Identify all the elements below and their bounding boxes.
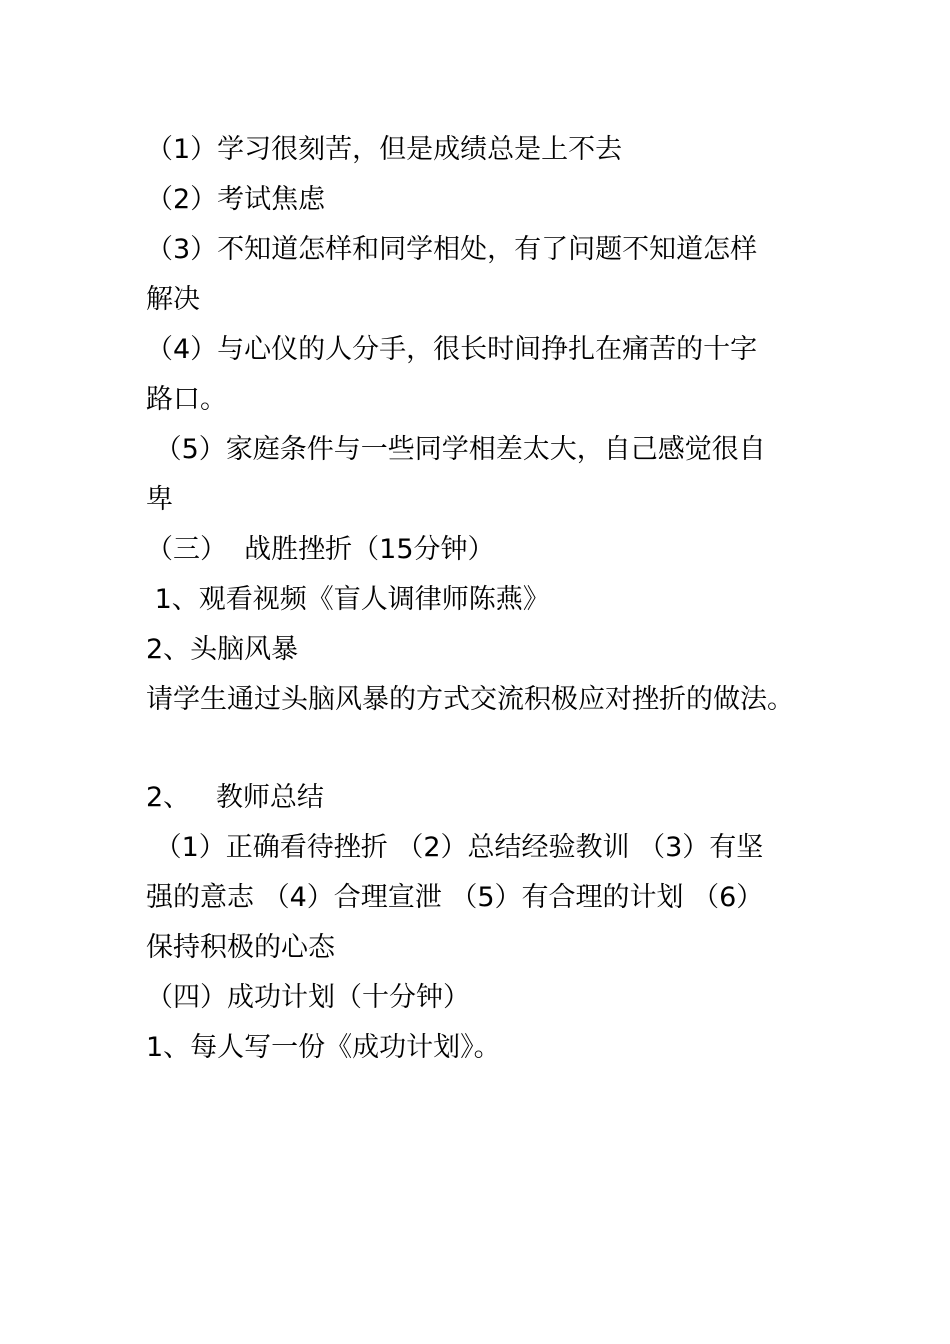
section-heading-3: （三） 战胜挫折（15分钟） (146, 534, 495, 565)
text-line-7: （5）家庭条件与一些同学相差太大，自己感觉很自 (146, 434, 766, 465)
text-line-16: 保持积极的心态 (146, 932, 335, 963)
text-line-8: 卑 (146, 484, 173, 515)
text-line-2: （2）考试焦虑 (146, 184, 326, 215)
text-line-11: 2、头脑风暴 (146, 634, 299, 665)
text-line-18: 1、每人写一份《成功计划》。 (146, 1032, 501, 1063)
text-line-4: 解决 (146, 284, 200, 315)
text-line-10: 1、观看视频《盲人调律师陈燕》 (146, 584, 550, 615)
text-line-1: （1）学习很刻苦，但是成绩总是上不去 (146, 134, 623, 165)
text-line-5: （4）与心仪的人分手，很长时间挣扎在痛苦的十字 (146, 334, 758, 365)
text-line-12: 请学生通过头脑风暴的方式交流积极应对挫折的做法。 (146, 684, 794, 715)
text-line-13: 2、 教师总结 (146, 782, 324, 813)
text-line-6: 路口。 (146, 384, 227, 415)
text-line-3: （3）不知道怎样和同学相处，有了问题不知道怎样 (146, 234, 758, 265)
text-line-14: （1）正确看待挫折 （2）总结经验教训 （3）有坚 (146, 832, 764, 863)
section-heading-4: （四）成功计划（十分钟） (146, 982, 470, 1013)
text-line-15: 强的意志 （4）合理宣泄 （5）有合理的计划 （6） (146, 882, 764, 913)
